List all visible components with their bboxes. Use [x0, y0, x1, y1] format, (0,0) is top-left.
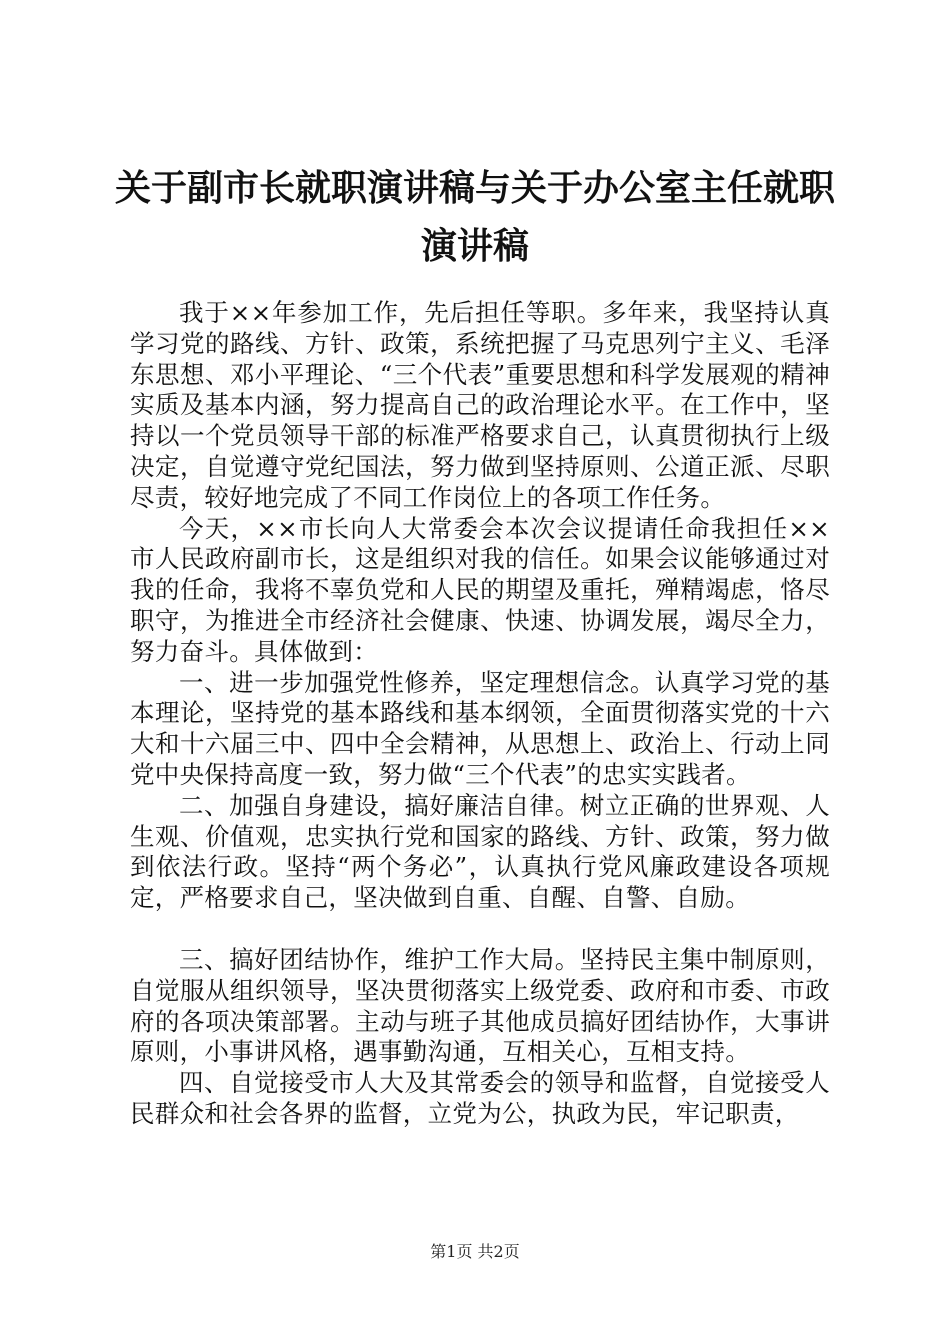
document-body: [130, 298, 830, 1130]
paragraph: 我于××年参加工作，先后担任等职。多年来，我坚持认真学习党的路线、方针、政策，系统把握了马克思列宁主义、毛泽东思想、邓小平理论、“三个代表”重要思想和科学发展观的精神实质及基本内涵，努力提高自己的政治理论水平。在工作中，坚持以一个党员领导干部的标准严格要求自己，认真贯彻执行上级决定，自觉遵守党纪国法，努力做到坚持原则、公道正派、尽职尽责，较好地完成了不同工作岗位上的各项工作任务。: [130, 298, 830, 512]
paragraph: 三、搞好团结协作，维护工作大局。坚持民主集中制原则，自觉服从组织领导，坚决贯彻落实上级党委、政府和市委、市政府的各项决策部署。主动与班子其他成员搞好团结协作，大事讲原则，小事讲风格，遇事勤沟通，互相关心，互相支持。: [130, 944, 830, 1067]
paragraph: 四、自觉接受市人大及其常委会的领导和监督，自觉接受人民群众和社会各界的监督，立党为公，执政为民，牢记职责，: [130, 1068, 830, 1128]
page-number-footer: 第1页 共2页: [430, 1242, 520, 1261]
paragraph: 今天，××市长向人大常委会本次会议提请任命我担任××市人民政府副市长，这是组织对我的信任。如果会议能够通过对我的任命，我将不辜负党和人民的期望及重托，殚精竭虑，恪尽职守，为推进全市经济社会健康、快速、协调发展，竭尽全力，努力奋斗。具体做到：: [130, 513, 830, 666]
document-title: 关于副市长就职演讲稿与关于办公室主任就职演讲稿: [114, 168, 835, 267]
paragraph: 二、加强自身建设，搞好廉洁自律。树立正确的世界观、人生观、价值观，忠实执行党和国家的路线、方针、政策，努力做到依法行政。坚持“两个务必”，认真执行党风廉政建设各项规定，严格要求自己，坚决做到自重、自醒、自警、自励。: [130, 790, 830, 913]
paragraph: 一、进一步加强党性修养，坚定理想信念。认真学习党的基本理论，坚持党的基本路线和基本纲领，全面贯彻落实党的十六大和十六届三中、四中全会精神，从思想上、政治上、行动上同党中央保持高度一致，努力做“三个代表”的忠实实践者。: [130, 667, 830, 789]
